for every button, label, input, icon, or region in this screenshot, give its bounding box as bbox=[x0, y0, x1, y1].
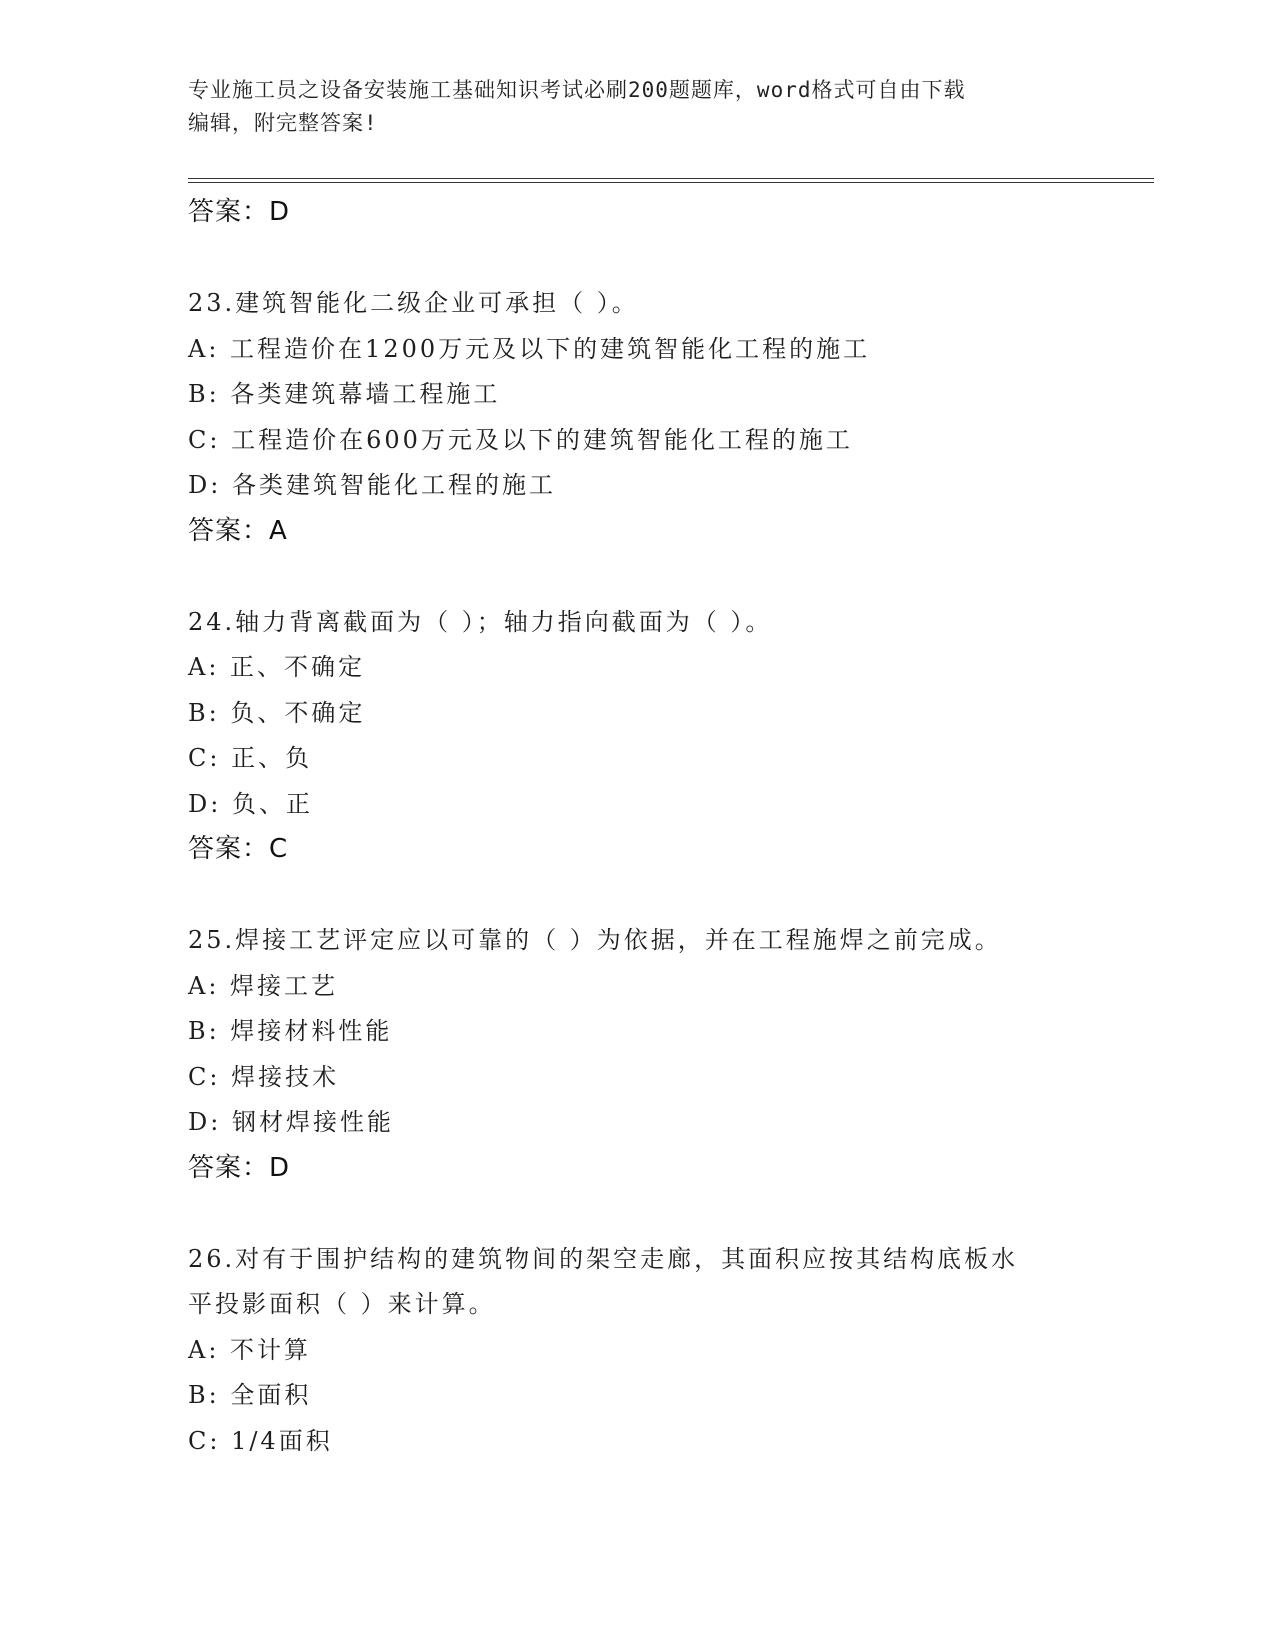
spacer bbox=[188, 1191, 1088, 1237]
answer: 答案：C bbox=[188, 834, 289, 864]
option-d: D: 负、正 bbox=[188, 789, 313, 818]
answer: 答案：D bbox=[188, 1152, 291, 1183]
option-b: B: 各类建筑幕墙工程施工 bbox=[188, 380, 501, 408]
question-stem: 25.焊接工艺评定应以可靠的（ ）为依据，并在工程施焊之前完成。 bbox=[188, 926, 1002, 954]
question-stem: 24.轴力背离截面为（ ）；轴力指向截面为（ ）。 bbox=[188, 607, 773, 636]
option-b: B: 负、不确定 bbox=[188, 698, 366, 727]
option-b: B: 焊接材料性能 bbox=[188, 1017, 393, 1045]
option-b: B: 全面积 bbox=[188, 1381, 312, 1409]
question-23 bbox=[188, 281, 1088, 554]
spacer bbox=[188, 236, 1088, 282]
header-divider-top bbox=[188, 178, 1154, 179]
question-stem-line-2: 平投影面积（ ）来计算。 bbox=[188, 1290, 496, 1318]
answer-22: 答案：D bbox=[188, 197, 291, 227]
document-header bbox=[188, 74, 1068, 140]
spacer bbox=[188, 554, 1088, 600]
header-divider-bottom bbox=[188, 182, 1154, 183]
option-c: C: 1/4面积 bbox=[188, 1426, 333, 1455]
question-stem: 23.建筑智能化二级企业可承担（ ）。 bbox=[188, 289, 639, 317]
option-a: A: 不计算 bbox=[188, 1335, 312, 1364]
option-d: D: 钢材焊接性能 bbox=[188, 1108, 394, 1136]
option-a: A: 焊接工艺 bbox=[188, 971, 339, 1000]
answer: 答案：A bbox=[188, 515, 288, 546]
header-line-2: 编辑，附完整答案! bbox=[188, 111, 378, 135]
option-a: A: 工程造价在1200万元及以下的建筑智能化工程的施工 bbox=[188, 334, 871, 363]
question-list bbox=[188, 190, 1088, 1464]
option-a: A: 正、不确定 bbox=[188, 653, 366, 681]
option-c: C: 焊接技术 bbox=[188, 1062, 340, 1091]
option-d: D: 各类建筑智能化工程的施工 bbox=[188, 471, 556, 499]
question-24 bbox=[188, 600, 1088, 873]
question-stem-line-1: 26.对有于围护结构的建筑物间的架空走廊，其面积应按其结构底板水 bbox=[188, 1244, 1019, 1273]
option-c: C: 正、负 bbox=[188, 744, 313, 772]
question-25 bbox=[188, 918, 1088, 1191]
header-line-1: 专业施工员之设备安装施工基础知识考试必刷200题题库，word格式可自由下载 bbox=[188, 78, 966, 102]
spacer bbox=[188, 873, 1088, 919]
option-c: C: 工程造价在600万元及以下的建筑智能化工程的施工 bbox=[188, 425, 853, 454]
question-26 bbox=[188, 1237, 1088, 1465]
